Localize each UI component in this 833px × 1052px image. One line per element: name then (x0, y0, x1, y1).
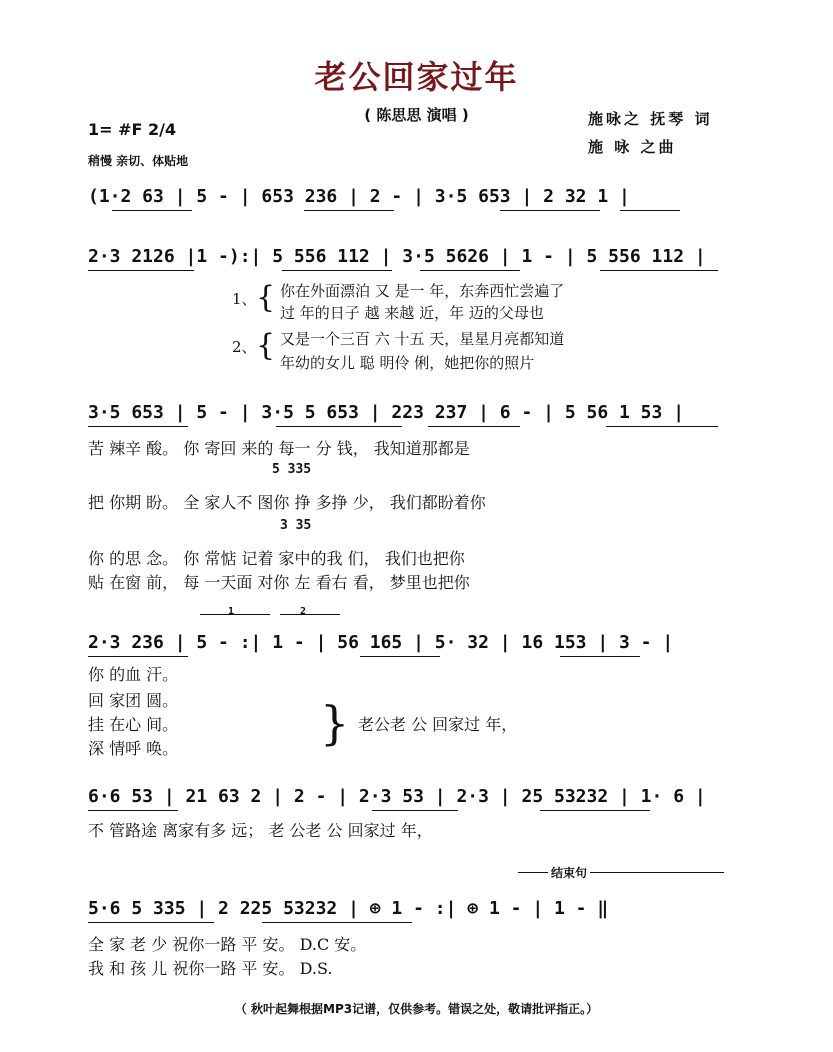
verse-1-brace: { (256, 280, 276, 315)
key-signature: 1= #F 2/4 (88, 120, 177, 139)
score-line-4: 2·3 236 | 5 - :| 1 - | 56 165 | 5· 32 | 16 153 | 3 - | (88, 632, 674, 653)
lyric-row-6a: 全 家 老 少 祝你一路 平 安。 D.C 安。 (88, 935, 367, 954)
chorus-brace: } (320, 696, 350, 750)
lyric-row-3d: 贴 在窗 前， 每 一天面 对你 左 看右 看， 梦里也把你 (88, 573, 470, 592)
lyric-row-4c: 挂 在心 间。 (88, 715, 179, 734)
lyric-row-5: 不 管路途 离家有多 远； 老 公老 公 回家过 年， (88, 821, 433, 840)
score-line-1: (1·2 63 | 5 - | 653 236 | 2 - | 3·5 653 | 2 32 1 | (88, 186, 630, 207)
lyric-row-4b: 回 家团 圆。 (88, 691, 179, 710)
tempo-marking: 稍慢 亲切、体贴地 (88, 154, 189, 168)
lyricist-credit: 施咏之 抚琴 词 (588, 110, 713, 128)
verse-1-line-b: 过 年的日子 越 来越 近，年 迈的父母也 (280, 304, 544, 322)
chorus-lyric: 老公老 公 回家过 年， (358, 715, 518, 734)
composer-credit: 施 咏 之曲 (588, 138, 677, 156)
volta-1-label: 1 (228, 606, 235, 617)
score-line-3: 3·5 653 | 5 - | 3·5 5 653 | 223 237 | 6 - | 5 56 1 53 | (88, 402, 685, 423)
footer-note: （ 秋叶起舞根据MP3记谱，仅供参考。错误之处，敬请批评指正。） (234, 1002, 599, 1016)
verse-2-line-a: 又是一个三百 六 十五 天，星星月亮都知道 (280, 330, 565, 348)
lyric-row-4d: 深 情呼 唤。 (88, 739, 179, 758)
song-title: 老公回家过年 (314, 58, 519, 96)
verse-2-label: 2、 (232, 338, 257, 356)
score-line-5: 6·6 53 | 21 63 2 | 2 - | 2·3 53 | 2·3 | 25 53232 | 1· 6 | (88, 786, 706, 807)
ornament-notes-1: 5 335 (272, 462, 312, 477)
singer-credit: ( 陈思思 演唱 ) (364, 106, 469, 124)
verse-2-brace: { (256, 328, 276, 363)
lyric-row-6b: 我 和 孩 儿 祝你一路 平 安。 D.S. (88, 959, 333, 978)
verse-2-line-b: 年幼的女儿 聪 明伶 俐，她把你的照片 (280, 354, 535, 372)
verse-1-label: 1、 (232, 290, 257, 308)
volta-2-label: 2 (300, 606, 307, 617)
score-line-2: 2·3 2126 |1 -):| 5 556 112 | 3·5 5626 | 1 - | 5 556 112 | (88, 246, 706, 267)
ending-label: 结束句 (548, 864, 590, 881)
verse-1-line-a: 你在外面漂泊 又 是一 年，东奔西忙尝遍了 (280, 282, 565, 300)
lyric-row-3b: 把 你期 盼。 全 家人不 图你 挣 多挣 少， 我们都盼着你 (88, 493, 486, 512)
lyric-row-3a: 苦 辣辛 酸。 你 寄回 来的 每一 分 钱， 我知道那都是 (88, 439, 470, 458)
lyric-row-4a: 你 的血 汗。 (88, 665, 179, 684)
lyric-row-3c: 你 的思 念。 你 常惦 记着 家中的我 们， 我们也把你 (88, 549, 465, 568)
ornament-notes-2: 3 35 (280, 518, 312, 533)
score-line-6: 5·6 5 335 | 2 225 53232 | ⊕ 1 - :| ⊕ 1 - | 1 - ‖ (88, 898, 609, 919)
